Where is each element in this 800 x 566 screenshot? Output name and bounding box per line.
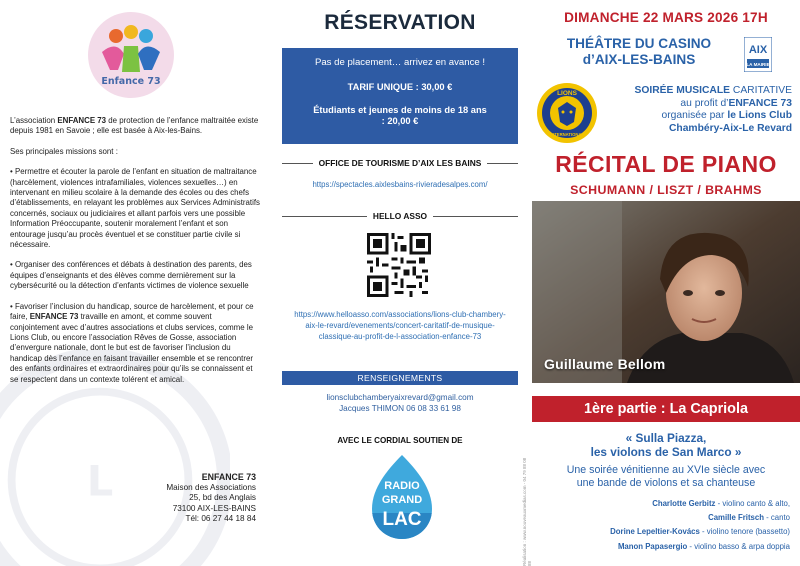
missions-intro: Ses principales missions sont : bbox=[10, 146, 118, 156]
pianist-photo bbox=[532, 201, 800, 383]
venue bbox=[544, 36, 734, 68]
aix-logo-bottom: LA MAIRIE bbox=[746, 62, 770, 67]
concert-panel bbox=[532, 0, 800, 566]
mission-3: • Favoriser l’inclusion du handicap, source de harcèlement, et pour ce faire, ENFANCE 73 travaille en amont, et comme souvent conjointement avec d’autres associations et clubs services, comme le Lions Club, ou encore l’association Rêves de Gosse, association d’envergure nationale, dont le but est de favoriser l’inclusion du handicap dès l’enfance en faisant travailler ensemble et se rencontrer des enfants ordinaires et extraordinaires pour qu’ils se connaissent et se respectent dans un contexte tolérent et amical. bbox=[10, 301, 254, 384]
program-quote: « Sulla Piazza, les violons de San Marco » bbox=[590, 431, 742, 459]
address-line3: 73100 AIX-LES-BAINS bbox=[172, 503, 256, 513]
artist-item: Dorine Lepeltier-Kovács - violino tenore (bassetto) bbox=[610, 527, 790, 537]
print-credit: Réalisation : www.nouveauxmedias.com - 04 79 88 08 88 bbox=[522, 457, 532, 566]
enfance73-logo bbox=[88, 12, 174, 98]
helloasso-link[interactable]: https://www.helloasso.com/associations/lions-club-chambery-aix-le-revard/evenements/concert-caritatif-de-musique-classique-au-profit-de-l-association-enfance-73 bbox=[294, 310, 506, 341]
reservation-title: RÉSERVATION bbox=[324, 11, 476, 34]
office-link[interactable]: https://spectacles.aixlesbains-rivieradesalpes.com/ bbox=[312, 180, 488, 189]
association-address bbox=[116, 472, 256, 525]
no-seating-note: Pas de placement… arrivez en avance ! bbox=[314, 57, 486, 68]
contact-email[interactable]: lionsclubchamberyaixrevard@gmail.com bbox=[326, 393, 474, 402]
association-description bbox=[10, 116, 262, 395]
mission-2: • Organiser des conférences et débats à destination des parents, des équipes d’enseignants et des élèves comme dernièrement sur la cybersécurité ou la détection d’enfants victimes de violence sexuelle bbox=[10, 260, 252, 291]
reduced-price: Étudiants et jeunes de moins de 18 ans : 20,00 € bbox=[313, 105, 487, 126]
helloasso-heading: HELLO ASSO bbox=[268, 211, 532, 221]
svg-text:L: L bbox=[86, 456, 114, 506]
pianist-name: Guillaume Bellom bbox=[544, 356, 666, 372]
aix-mairie-logo bbox=[744, 37, 772, 72]
radio-grand-lac-logo bbox=[368, 453, 436, 541]
full-price: TARIF UNIQUE : 30,00 € bbox=[347, 82, 453, 92]
renseignements-bar: RENSEIGNEMENTS bbox=[282, 371, 518, 385]
contact-info bbox=[268, 392, 532, 414]
address-line2: 25, bd des Anglais bbox=[189, 493, 256, 502]
mission-1: • Permettre et écouter la parole de l’enfant en situation de maltraitance (harcèlement, violences intrafamiliales, violences sexuelles…) en intervenant en milieu scolaire à la demande des écoles ou des chefs d’établissements, en relayant les problèmes aux Services Administratifs concernés, sociaux ou judiciaires et allant parfois vers une possible Information Préoccupante, soutenir moralement l’enfant et son entourage jusqu’au procès éventuel et se constituer partie civile si nécessaire. bbox=[10, 167, 260, 250]
artists-list bbox=[532, 497, 790, 554]
radio-word-2: GRAND bbox=[381, 494, 423, 506]
composers: SCHUMANN / LISZT / BRAHMS bbox=[570, 183, 762, 197]
first-part-bar: 1ère partie : La Capriola bbox=[532, 396, 800, 422]
radio-word-1: RADIO bbox=[384, 480, 420, 492]
address-line1: Maison des Associations bbox=[166, 482, 256, 492]
pricing-box bbox=[282, 48, 518, 144]
lions-logo-sub: INTERNATIONAL bbox=[550, 132, 584, 137]
lions-logo-text: LIONS bbox=[557, 90, 577, 97]
reservation-panel bbox=[268, 0, 532, 566]
event-date: DIMANCHE 22 MARS 2026 17H bbox=[564, 10, 768, 25]
aix-logo-top: AIX bbox=[748, 44, 768, 56]
recital-title: RÉCITAL DE PIANO bbox=[555, 151, 777, 177]
program-description: Une soirée vénitienne au XVIe siècle avec une bande de violons et sa chanteuse bbox=[566, 464, 766, 489]
radio-word-3: LAC bbox=[382, 509, 422, 530]
lions-club-logo bbox=[536, 82, 598, 144]
enfance73-logo-label: Enfance 73 bbox=[101, 76, 161, 87]
artist-item: Camille Fritsch - canto bbox=[708, 513, 790, 523]
support-heading: AVEC LE CORDIAL SOUTIEN DE bbox=[337, 436, 463, 445]
qr-code-icon[interactable] bbox=[367, 233, 431, 297]
contact-phone: Jacques THIMON 06 08 33 61 98 bbox=[339, 404, 461, 413]
venue-line1: THÉÂTRE DU CASINO bbox=[566, 36, 712, 51]
charity-info: SOIRÉE MUSICALE CARITATIVE au profit d’ENFANCE 73 organisée par le Lions Club Chambéry-Aix-Le Revard bbox=[634, 85, 792, 135]
address-org: ENFANCE 73 bbox=[201, 472, 256, 482]
artist-item: Manon Papasergio - violino basso & arpa doppia bbox=[617, 541, 790, 551]
intro-paragraph: L’association ENFANCE 73 de protection de l’enfance maltraitée existe depuis 1981 en Savoie ; elle est basée à Aix-les-Bains. bbox=[10, 116, 259, 136]
address-phone: Tél: 06 27 44 18 84 bbox=[185, 514, 256, 523]
office-heading: OFFICE DE TOURISME D’AIX LES BAINS bbox=[268, 158, 532, 168]
artist-item: Charlotte Gerbitz - violino canto & alto, bbox=[652, 499, 790, 508]
left-panel bbox=[0, 0, 268, 566]
venue-line2: d’AIX-LES-BAINS bbox=[582, 52, 696, 67]
